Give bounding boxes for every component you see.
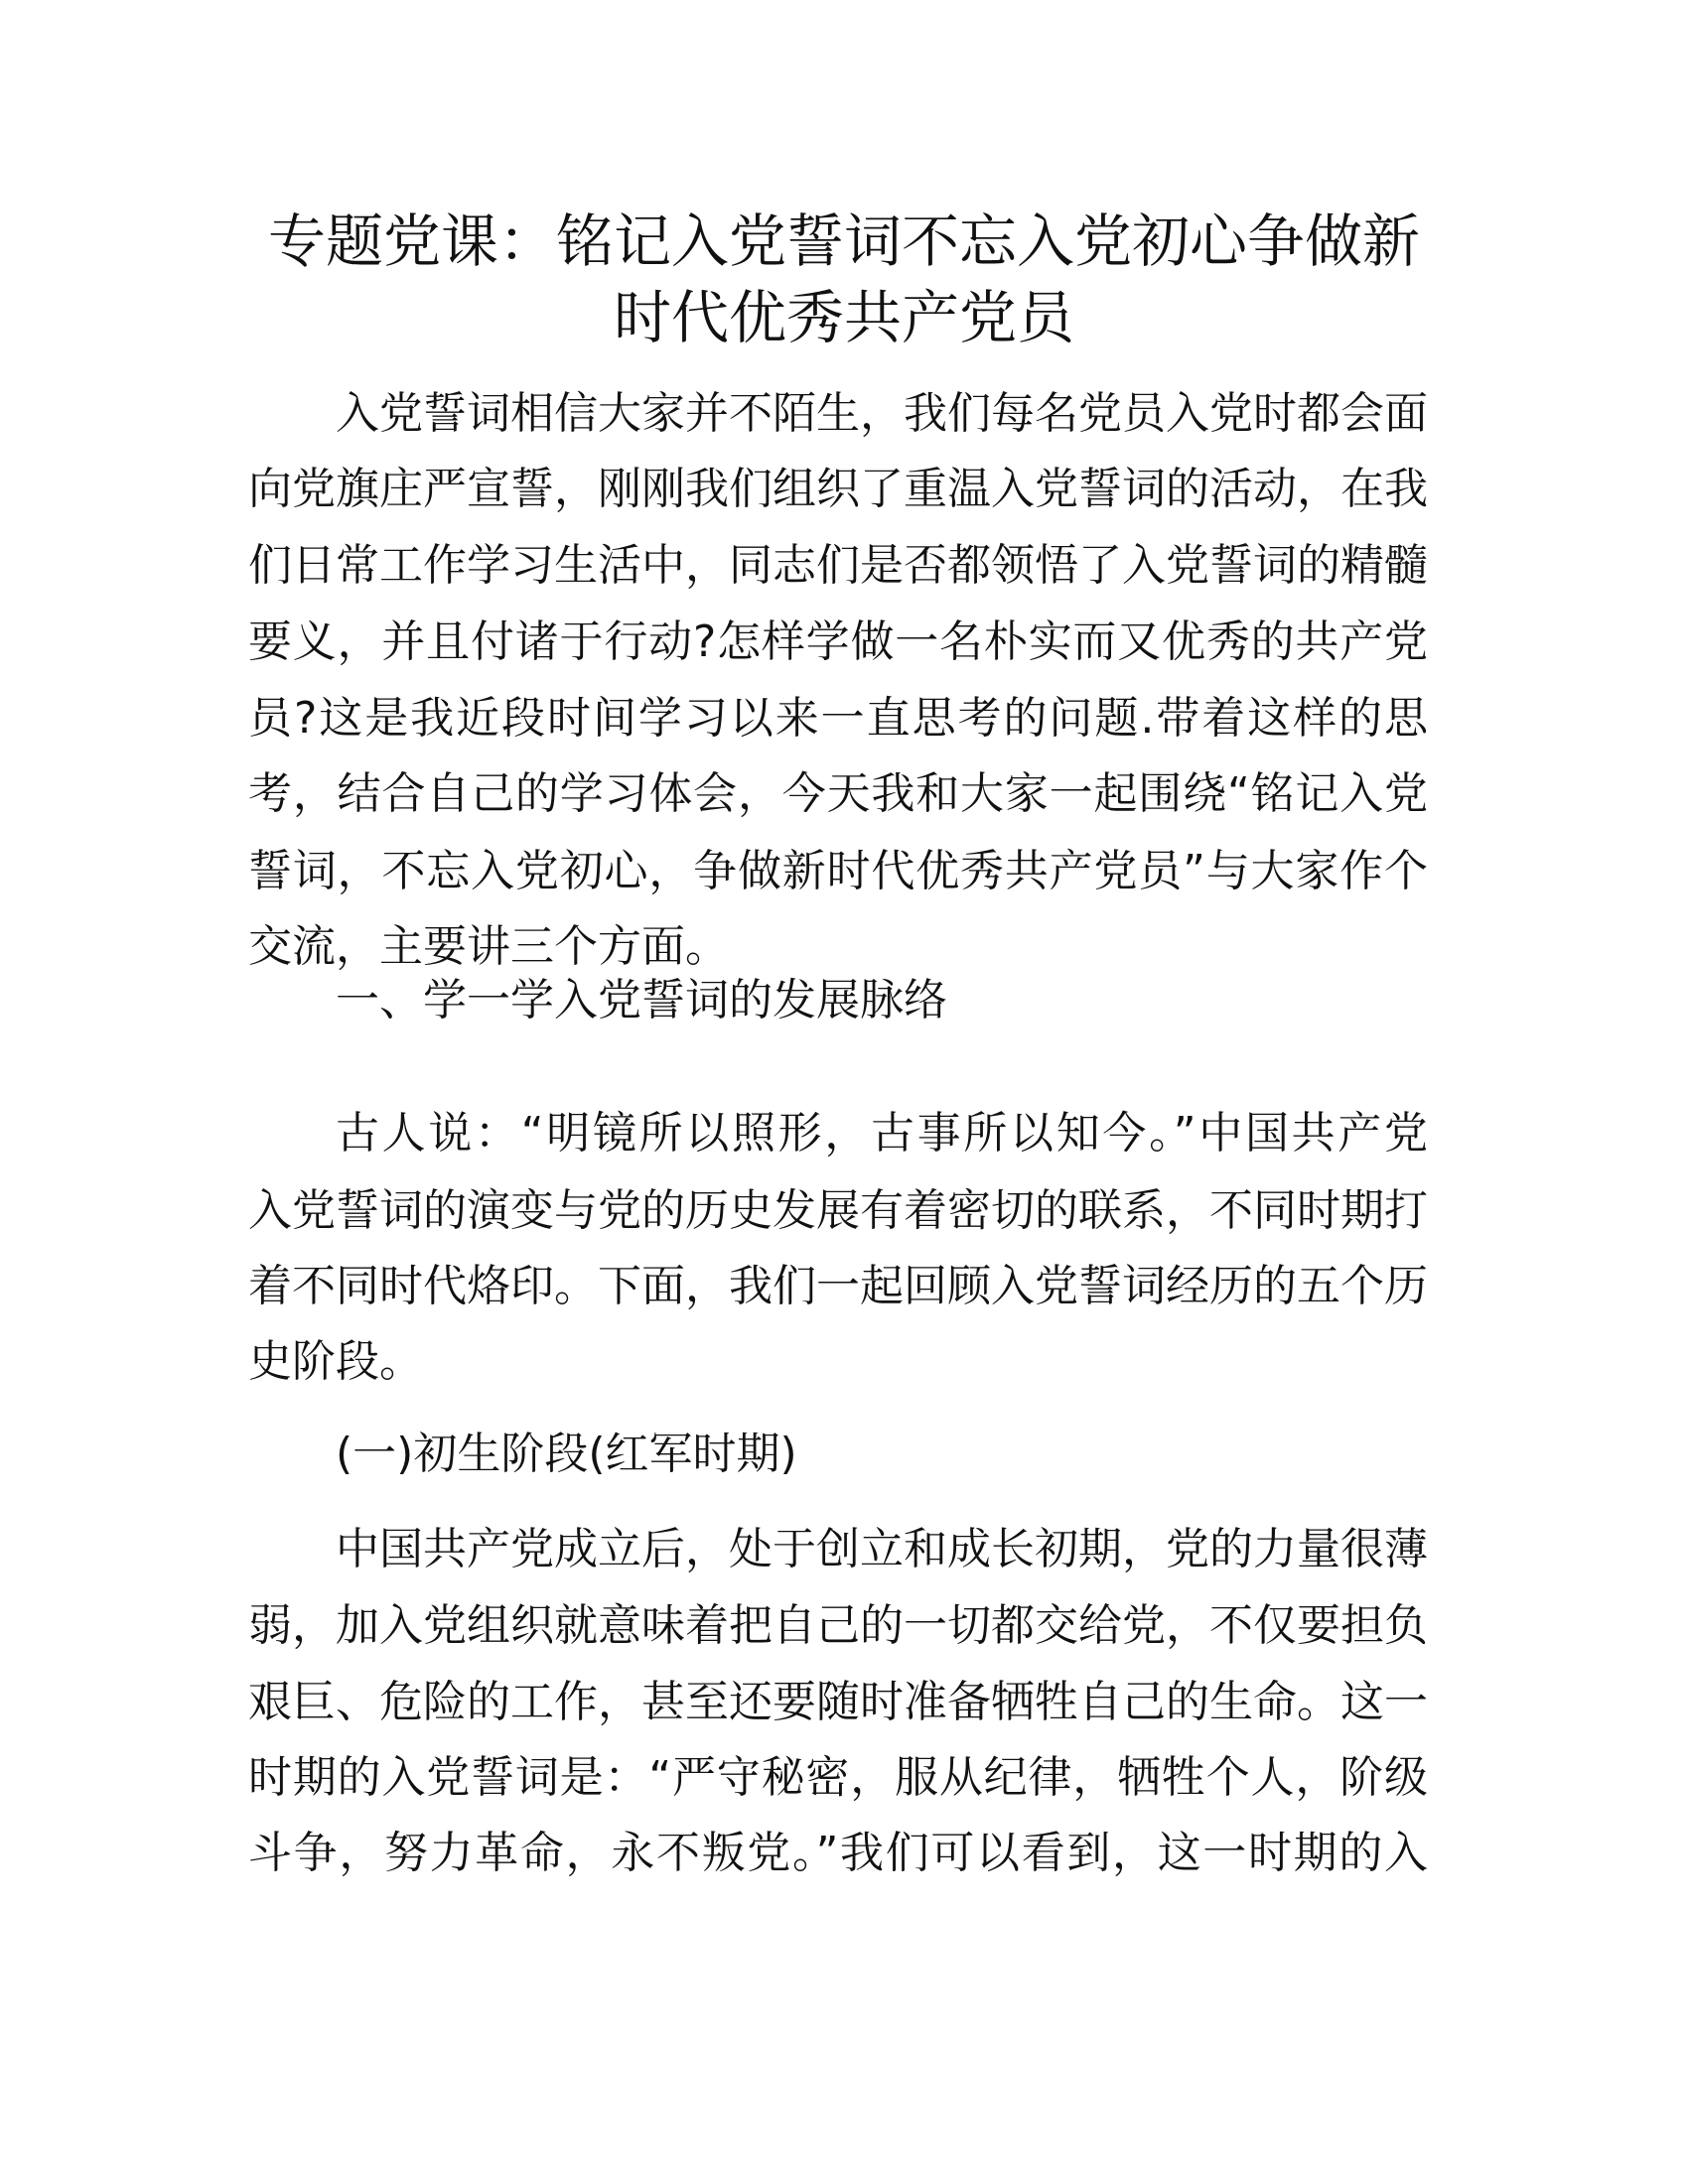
text-line: 交流，主要讲三个方面。: [248, 921, 729, 972]
text-line: 艰巨、危险的工作，甚至还要随时准备牺牲自己的生命。这一: [248, 1677, 1428, 1727]
text-line: 们日常工作学习生活中，同志们是否都领悟了入党誓词的精髓: [248, 540, 1428, 591]
text-line: 中国共产党成立后，处于创立和成长初期，党的力量很薄: [336, 1524, 1428, 1574]
text-line: 入党誓词的演变与党的历史发展有着密切的联系，不同时期打: [248, 1185, 1428, 1236]
document-title-line-1: 专题党课：铭记入党誓词不忘入党初心争做新: [267, 207, 1420, 275]
text-line: 斗争，努力革命，永不叛党。”我们可以看到，这一时期的入: [248, 1828, 1428, 1878]
text-line: 誓词，不忘入党初心，争做新时代优秀共产党员”与大家作个: [248, 846, 1428, 896]
text-line: 要义，并且付诸于行动?怎样学做一名朴实而又优秀的共产党: [248, 616, 1428, 667]
section-heading-1: 一、学一学入党誓词的发展脉络: [336, 975, 947, 1025]
text-line: 员?这是我近段时间学习以来一直思考的问题.带着这样的思: [248, 693, 1428, 744]
subsection-heading-1: (一)初生阶段(红军时期): [336, 1429, 797, 1479]
text-line: 向党旗庄严宣誓，刚刚我们组织了重温入党誓词的活动，在我: [248, 464, 1428, 514]
text-line: 着不同时代烙印。下面，我们一起回顾入党誓词经历的五个历: [248, 1261, 1428, 1311]
text-line: 史阶段。: [248, 1336, 423, 1387]
text-line: 考，结合自己的学习体会，今天我和大家一起围绕“铭记入党: [248, 768, 1428, 819]
text-line: 古人说：“明镜所以照形，古事所以知今。”中国共产党: [336, 1108, 1428, 1159]
text-line: 入党誓词相信大家并不陌生，我们每名党员入党时都会面: [336, 388, 1428, 439]
document-title-line-2: 时代优秀共产党员: [613, 284, 1074, 351]
text-line: 弱，加入党组织就意味着把自己的一切都交给党，不仅要担负: [248, 1600, 1428, 1651]
text-line: 时期的入党誓词是：“严守秘密，服从纪律，牺牲个人，阶级: [248, 1752, 1428, 1803]
